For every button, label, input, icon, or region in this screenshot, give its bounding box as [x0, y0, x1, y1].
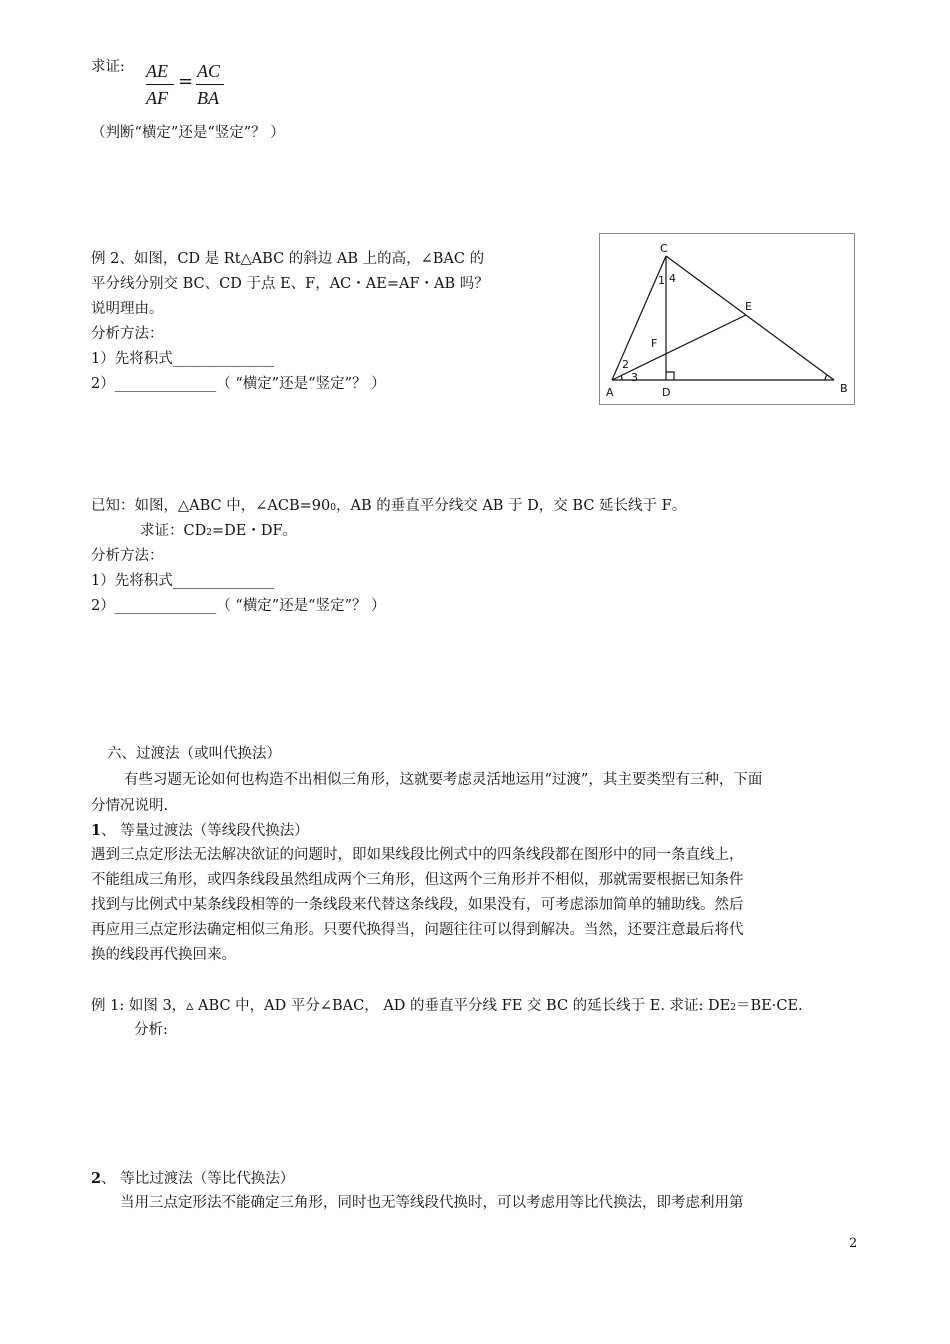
degree-mark: 0	[330, 503, 336, 513]
example3-given	[91, 499, 686, 514]
example2-line3: 说明理由。	[91, 301, 164, 317]
example2-step2: 2）______________（ “横定”还是“竖定”？ ）	[91, 376, 386, 392]
sub1-para-line1: 遇到三点定形法无法解决欲证的问题时，即如果线段比例式中的四条线段都在图形中的同一条直线上，	[91, 847, 744, 863]
given-text-a: 已知：如图，△ABC 中，∠ACB=90	[91, 498, 331, 514]
triangle-diagram	[599, 233, 855, 405]
example4-text-a: 例 1: 如图 3，▵ ABC 中，AD 平分∠BAC， AD 的垂直平分线 FE 交 BC 的延长线于 E. 求证: DE	[91, 998, 731, 1014]
angle-arc-b	[825, 375, 827, 380]
sub2-para-line1: 当用三点定形法不能确定三角形，同时也无等线段代换时，可以考虑用等比代换法，即考虑利用第	[120, 1195, 744, 1211]
prove-text-a: 求证：CD	[140, 523, 207, 539]
label-c: C	[660, 242, 668, 255]
sub1-para-line3: 找到与比例式中某条线段相等的一条线段来代替这条线段，如果没有，可考虑添加简单的辅助线。然后	[91, 897, 744, 913]
section6-intro-line1: 有些习题无论如何也构造不出相似三角形，这就要考虑灵活地运用“过渡”，其主要类型有三种，下面	[124, 772, 763, 788]
fraction-lhs-numerator: AE	[146, 61, 168, 81]
example4-analysis: 分析:	[134, 1022, 168, 1038]
fraction-rhs-bar	[196, 84, 224, 85]
example4-square-mark: 2	[730, 1003, 736, 1013]
example3-analysis: 分析方法：	[91, 548, 164, 564]
sub1-para-line2: 不能组成三角形，或四条线段虽然组成两个三角形，但这两个三角形并不相似，那就需要根据已知条件	[91, 872, 744, 888]
example3-prove	[140, 524, 297, 539]
square-mark: 2	[206, 528, 212, 538]
example2-line2: 平分线分别交 BC、CD 于点 E、F，AC・AE=AF・AB 吗？	[91, 276, 489, 292]
page-number: 2	[849, 1236, 858, 1251]
prove-label: 求证:	[91, 59, 125, 75]
prove1-hint: （判断“横定”还是“竖定”？ ）	[91, 125, 285, 141]
fraction-lhs-denominator: AF	[146, 88, 168, 108]
example3-step1: 1）先将积式______________	[91, 573, 275, 589]
label-b: B	[840, 382, 848, 395]
sub1-para-line5: 换的线段再代换回来。	[91, 947, 236, 963]
given-text-b: ，AB 的垂直平分线交 AB 于 D，交 BC 延长线于 F。	[335, 498, 687, 514]
example2-step1: 1）先将积式______________	[91, 351, 275, 367]
sub2-heading	[91, 1172, 294, 1187]
fraction-lhs-bar	[146, 84, 174, 85]
fraction-rhs-numerator: AC	[197, 61, 221, 81]
segment-cb	[666, 256, 834, 380]
section6-intro-line2: 分情况说明.	[91, 798, 169, 814]
label-angle-2: 2	[622, 358, 629, 371]
example4-text	[91, 999, 803, 1014]
label-angle-4: 4	[669, 272, 676, 285]
section6-title: 六、过渡法（或叫代换法）	[107, 746, 281, 762]
sub1-number: 1	[91, 822, 102, 839]
label-angle-3: 3	[631, 371, 638, 384]
label-d: D	[662, 386, 671, 399]
equals-sign: =	[178, 71, 194, 92]
sub1-para-line4: 再应用三点定形法确定相似三角形。只要代换得当，问题往往可以得到解决。当然，还要注意最后将代	[91, 922, 744, 938]
label-f: F	[651, 337, 658, 350]
label-a: A	[606, 386, 614, 399]
example2-line1: 例 2、如图，CD 是 Rt△ABC 的斜边 AB 上的高，∠BAC 的	[91, 251, 485, 267]
label-angle-1: 1	[658, 274, 665, 287]
fraction-rhs-denominator: BA	[197, 88, 219, 108]
sub1-title: 、 等量过渡法（等线段代换法）	[101, 823, 309, 839]
sub2-number: 2	[91, 1170, 102, 1187]
sub1-heading	[91, 824, 309, 839]
triangle-svg	[600, 234, 854, 404]
right-angle-mark	[666, 372, 674, 380]
angle-arc-a	[621, 375, 622, 380]
label-e: E	[745, 300, 752, 313]
example3-step2: 2）______________（ “横定”还是“竖定”？ ）	[91, 598, 386, 614]
sub2-title: 、 等比过渡法（等比代换法）	[101, 1171, 295, 1187]
example2-analysis: 分析方法：	[91, 326, 164, 342]
example4-text-b: ＝BE·CE.	[736, 998, 803, 1014]
prove-text-b: =DE・DF。	[211, 523, 298, 539]
